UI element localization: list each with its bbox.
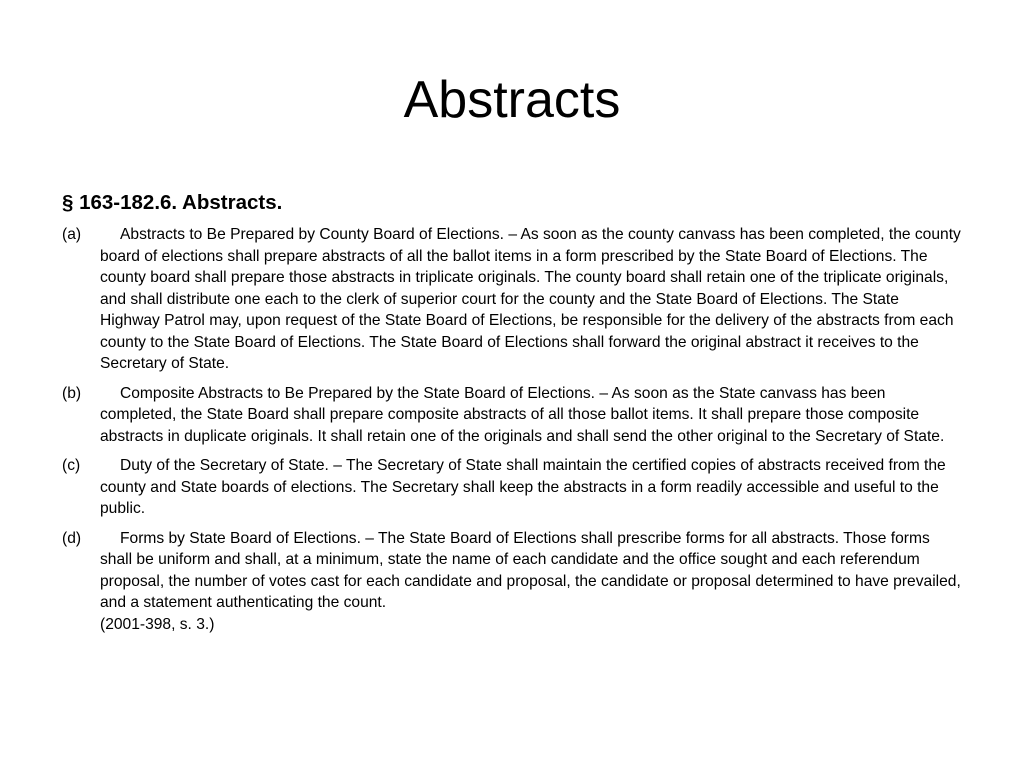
paragraph-marker: (c) [62, 457, 81, 474]
paragraph-c [62, 455, 962, 520]
paragraph-text: Duty of the Secretary of State. – The Secretary of State shall maintain the certified copies of abstracts received from the county and State boards of elections. The Secretary shall keep the abstracts in a form readily accessible and useful to the public. [100, 457, 946, 517]
slide-body [62, 188, 962, 643]
paragraph-marker: (b) [62, 384, 82, 402]
paragraph-d [62, 528, 962, 636]
paragraph-text: Abstracts to Be Prepared by County Board of Elections. – As soon as the county canvass has been completed, the county board of elections shall prepare abstracts of all the ballot items in a form prescribed by the State Board of Elections. The county board shall prepare those abstracts in triplicate originals. The county board shall retain one of the triplicate originals, and shall distribute one each to the clerk of superior court for the county and the State Board of Elections. The State Highway Patrol may, upon request of the State Board of Elections, be responsible for the delivery of the abstracts from each county to the State Board of Elections. The State Board of Elections shall forward the original abstract it receives to the Secretary of State. [100, 226, 961, 372]
paragraph-text: Composite Abstracts to Be Prepared by the State Board of Elections. – As soon as the State canvass has been completed, the State Board shall prepare composite abstracts of all those ballot items. It shall prepare those composite abstracts in duplicate originals. It shall retain one of the originals and shall send the other original to the Secretary of State. [100, 384, 945, 445]
paragraph-text: Forms by State Board of Elections. – The State Board of Elections shall prescribe forms for all abstracts. Those forms shall be uniform and shall, at a minimum, state the name of each candidate and the office sought and each referendum proposal, the number of votes cast for each candidate and proposal, the candidate or proposal determined to have prevailed, and a statement authenticating the count. [100, 529, 961, 611]
paragraph-marker: (d) [62, 529, 82, 547]
paragraph-b [62, 383, 962, 448]
section-heading: § 163-182.6. Abstracts. [62, 191, 283, 214]
paragraph-a [62, 224, 962, 375]
slide-title: Abstracts [403, 71, 621, 129]
statute-citation: (2001-398, s. 3.) [100, 615, 215, 633]
paragraph-marker: (a) [62, 226, 82, 243]
